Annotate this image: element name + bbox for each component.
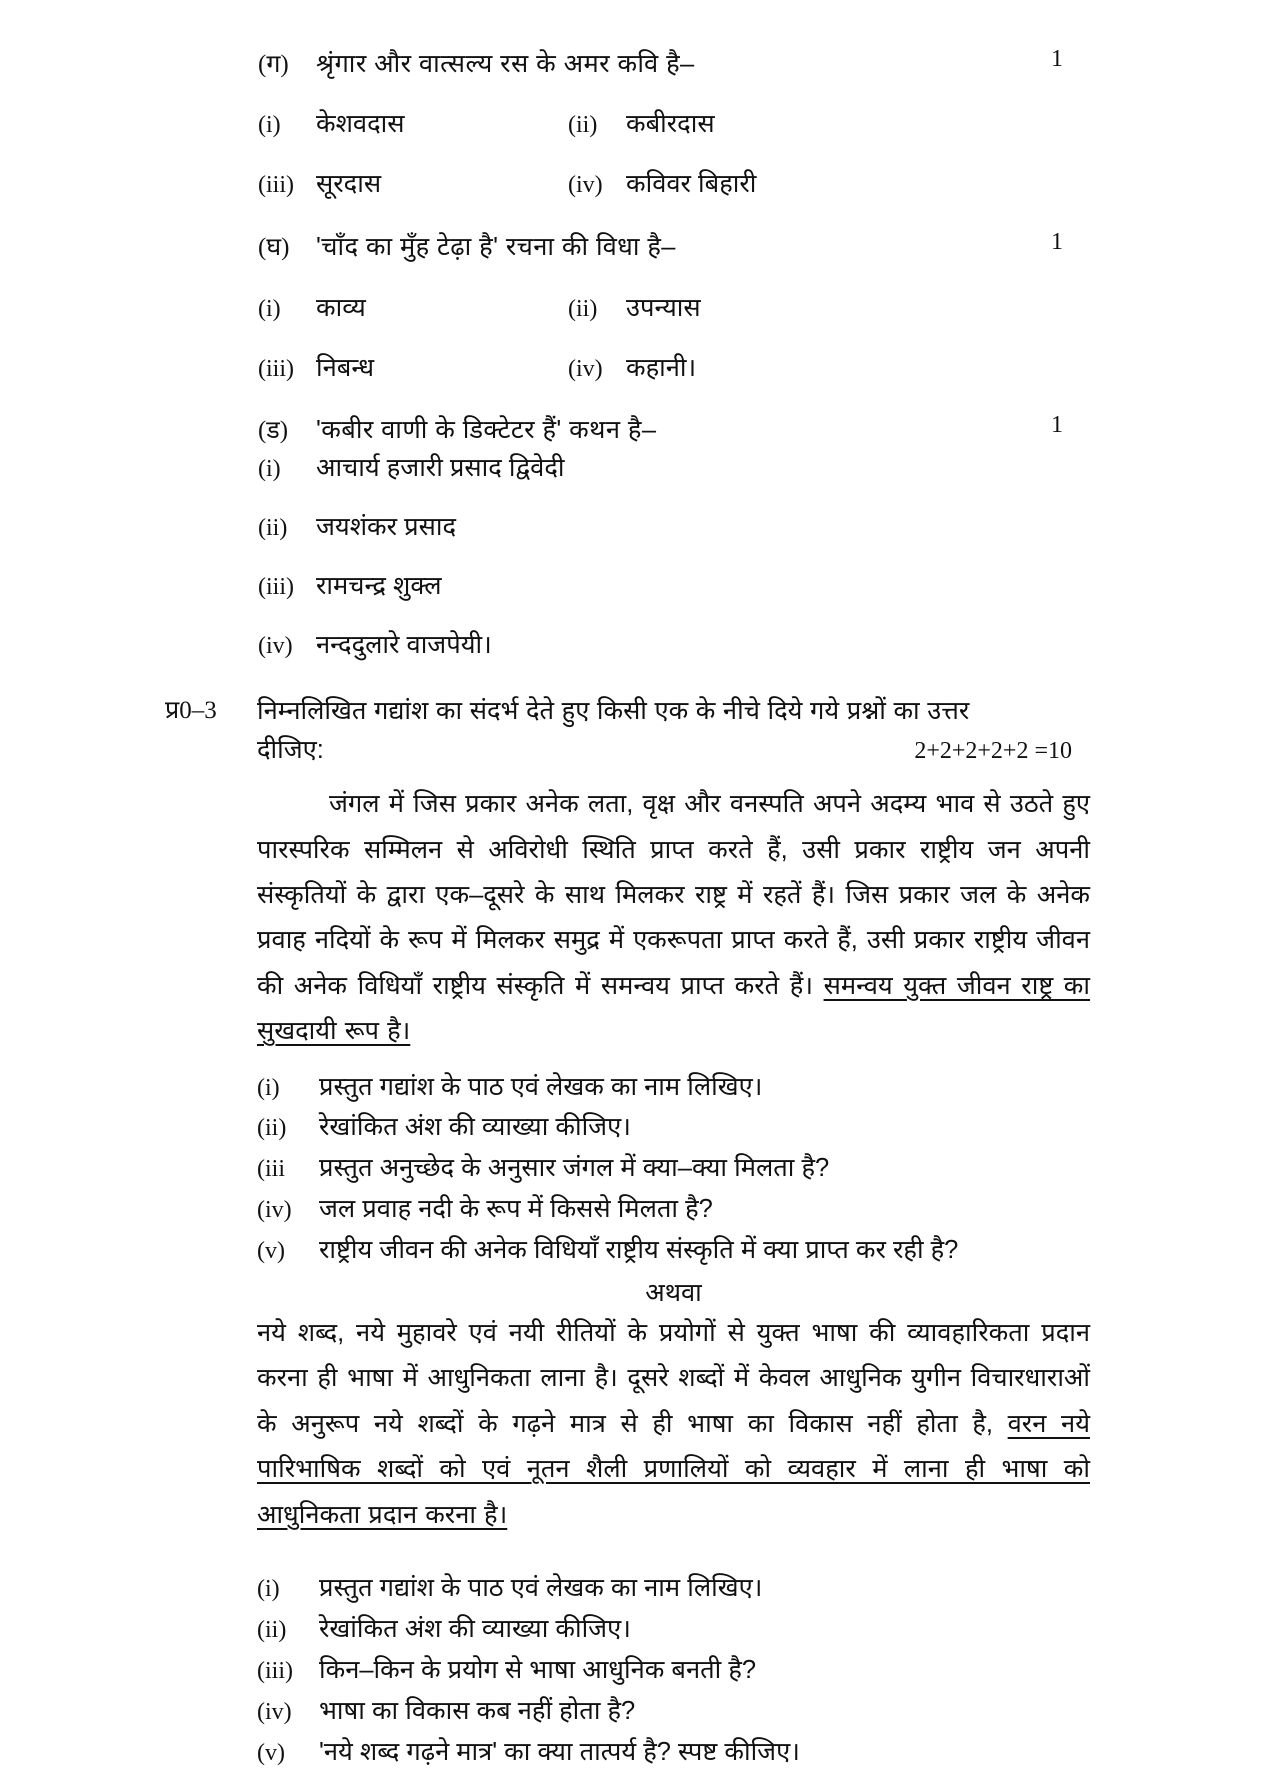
option-item[interactable] <box>0 450 1275 484</box>
passage-a-before: जंगल में जिस प्रकार अनेक लता, वृक्ष और वनस्पति अपने अदम्य भाव से उठते हुए पारस्परिक सम्मिलन से अविरोधी स्थिति प्राप्त करते हैं, उसी प्रकार राष्ट्रीय जन अपनी संस्कृतियों के द्वारा एक–दूसरे के साथ मिलकर राष्ट्र में रहतें हैं। जिस प्रकार जल के अनेक प्रवाह नदियों के रूप में मिलकर समुद्र में एकरूपता प्राप्त करते हैं, उसी प्रकार राष्ट्रीय जीवन की अनेक विधियाँ राष्ट्रीय संस्कृति में समन्वय प्राप्त करते हैं। <box>257 790 1090 1000</box>
question-stem-text: 'चाँद का मुँह टेढ़ा है' रचना की विधा है– <box>316 233 676 261</box>
passage-a-questions <box>257 1067 1090 1272</box>
option-key: (iii) <box>258 172 294 198</box>
option-key: (iii) <box>258 574 294 600</box>
sub-question <box>257 1107 1090 1148</box>
sub-question-text: प्रस्तुत गद्यांश के पाठ एवं लेखक का नाम लिखिए। <box>319 1072 763 1101</box>
option-key: (iii) <box>258 356 294 382</box>
question-label: (ड) <box>258 417 289 444</box>
sub-question-key: (v) <box>257 1238 285 1265</box>
option-label: कबीरदास <box>626 110 715 138</box>
sub-question-key: (v) <box>257 1739 285 1766</box>
option-key: (iv) <box>568 356 603 382</box>
option-label: उपन्यास <box>626 294 701 322</box>
passage-b-underlined: वरन नये पारिभाषिक शब्दों को एवं नूतन शैली प्रणालियों को व्यवहार में लाना ही भाषा को आधुनिकता प्रदान करना है। <box>257 1409 1090 1529</box>
question-stem-row <box>0 46 1275 80</box>
sub-question <box>257 1609 1090 1650</box>
passage-b-before: नये शब्द, नये मुहावरे एवं नयी रीतियों के प्रयोगों से युक्त भाषा की व्यावहारिकता प्रदान करना ही भाषा में आधुनिकता लाना है। दूसरे शब्दों में केवल आधुनिक युगीन विचारधाराओं के अनुरूप नये शब्दों के गढ़ने मात्र से ही भाषा का विकास नहीं होता है, <box>257 1319 1090 1438</box>
option-item[interactable] <box>568 350 696 384</box>
option-item[interactable] <box>0 509 1275 543</box>
sub-question <box>257 1650 1090 1691</box>
question-label: (ग) <box>258 51 289 78</box>
passage-a-underlined: समन्वय युक्त जीवन राष्ट्र का सुखदायी रूप है। <box>257 971 1090 1046</box>
question-stem-text: श्रृंगार और वात्सल्य रस के अमर कवि है– <box>316 50 695 78</box>
sub-question <box>257 1230 1090 1271</box>
option-item[interactable] <box>0 627 1275 661</box>
sub-question <box>257 1691 1090 1732</box>
passage-b-text <box>257 1311 1090 1538</box>
mcq-section-nga <box>0 384 1275 661</box>
sub-question-text: किन–किन के प्रयोग से भाषा आधुनिक बनती है? <box>319 1655 757 1684</box>
passage-a-container <box>165 782 1090 1772</box>
sub-question <box>257 1732 1090 1772</box>
option-key: (ii) <box>258 515 288 541</box>
mcq-section-ga <box>0 0 1275 200</box>
option-label: नन्ददुलारे वाजपेयी। <box>316 631 492 659</box>
marks-value: 1 <box>1051 46 1063 72</box>
sub-question-key: (iii) <box>257 1657 293 1684</box>
sub-question-key: (iv) <box>257 1698 292 1725</box>
option-item[interactable] <box>568 106 715 140</box>
sub-question <box>257 1568 1090 1609</box>
instruction-line-1: निम्नलिखित गद्यांश का संदर्भ देते हुए किसी एक के नीचे दिये गये प्रश्नों का उत्तर <box>257 697 970 725</box>
option-key: (ii) <box>568 112 598 138</box>
option-key: (i) <box>258 456 281 482</box>
sub-question <box>257 1148 1090 1189</box>
passage-a-text <box>257 782 1090 1054</box>
question-label: (घ) <box>258 234 290 261</box>
sub-question-text: रेखांकित अंश की व्याख्या कीजिए। <box>319 1614 631 1643</box>
sub-question-key: (i) <box>257 1575 280 1602</box>
option-item[interactable] <box>0 568 1275 602</box>
option-label: कहानी। <box>626 354 697 382</box>
option-row <box>0 350 1275 384</box>
sub-question-key: (ii) <box>257 1616 287 1643</box>
option-key: (i) <box>258 296 281 322</box>
question-3-marks: 2+2+2+2+2 =10 <box>914 738 1072 765</box>
mcq-section-gha <box>0 200 1275 384</box>
sub-question-key: (iv) <box>257 1197 292 1224</box>
sub-question-key: (iii <box>257 1156 285 1183</box>
option-item[interactable] <box>258 290 568 324</box>
instruction-line-2-row <box>257 732 1090 766</box>
sub-question <box>257 1189 1090 1230</box>
option-label: रामचन्द्र शुक्ल <box>316 572 442 600</box>
passage-b-questions <box>257 1568 1090 1772</box>
question-3 <box>0 661 1275 1772</box>
sub-question-text: राष्ट्रीय जीवन की अनेक विधियाँ राष्ट्रीय संस्कृति में क्या प्राप्त कर रही है? <box>319 1236 959 1265</box>
instruction-line-2: दीजिए: <box>257 736 324 765</box>
option-item[interactable] <box>258 106 568 140</box>
option-item[interactable] <box>568 166 756 200</box>
option-item[interactable] <box>258 166 568 200</box>
option-label: जयशंकर प्रसाद <box>316 513 457 541</box>
alternative-divider: अथवा <box>645 1279 702 1308</box>
sub-question <box>257 1067 1090 1108</box>
sub-question-key: (ii) <box>257 1115 287 1142</box>
option-label: आचार्य हजारी प्रसाद द्विवेदी <box>316 454 565 482</box>
marks-value: 1 <box>1051 412 1063 438</box>
option-key: (i) <box>258 112 281 138</box>
sub-question-text: प्रस्तुत अनुच्छेद के अनुसार जंगल में क्या–क्या मिलता है? <box>319 1154 830 1183</box>
option-label: सूरदास <box>316 170 382 198</box>
option-key: (iv) <box>568 172 603 198</box>
sub-question-text: जल प्रवाह नदी के रूप में किससे मिलता है? <box>319 1195 713 1224</box>
option-label: निबन्ध <box>316 354 375 382</box>
option-row <box>0 106 1275 140</box>
question-stem-text: 'कबीर वाणी के डिक्टेटर हैं' कथन है– <box>316 416 657 444</box>
sub-question-key: (i) <box>257 1074 280 1101</box>
option-key: (iv) <box>258 633 293 659</box>
option-key: (ii) <box>568 296 598 322</box>
option-label: केशवदास <box>316 110 405 138</box>
sub-question-text: भाषा का विकास कब नहीं होता है? <box>319 1696 636 1725</box>
question-3-number: प्र0–3 <box>165 697 217 724</box>
question-stem-row <box>0 412 1275 446</box>
sub-question-text: प्रस्तुत गद्यांश के पाठ एवं लेखक का नाम लिखिए। <box>319 1573 763 1602</box>
question-3-header <box>165 691 1090 766</box>
option-item[interactable] <box>568 290 701 324</box>
question-3-instruction <box>257 691 1090 766</box>
question-stem-row <box>0 229 1275 263</box>
option-item[interactable] <box>258 350 568 384</box>
option-row <box>0 290 1275 324</box>
option-label: कविवर बिहारी <box>626 170 757 198</box>
option-row <box>0 166 1275 200</box>
sub-question-text: रेखांकित अंश की व्याख्या कीजिए। <box>319 1113 631 1142</box>
marks-value: 1 <box>1051 229 1063 255</box>
sub-question-text: 'नये शब्द गढ़ने मात्र' का क्या तात्पर्य है? स्पष्ट कीजिए। <box>319 1737 800 1766</box>
option-label: काव्य <box>316 294 366 322</box>
